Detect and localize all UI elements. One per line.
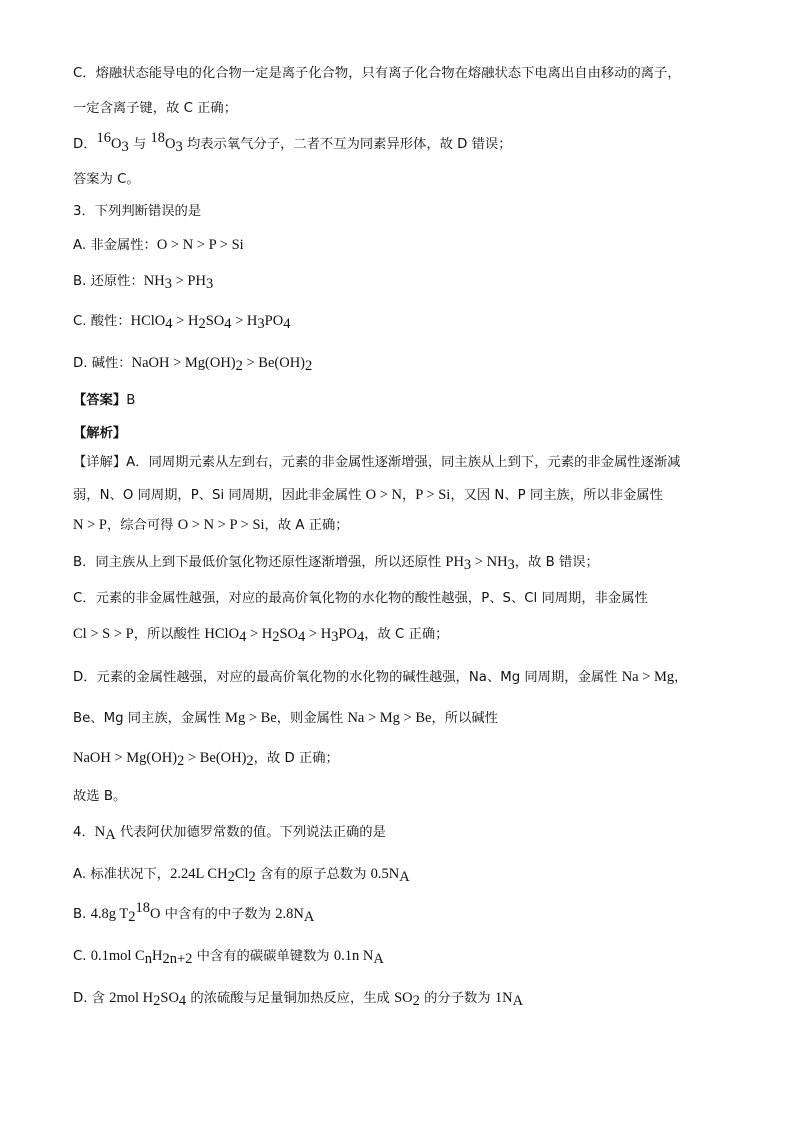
text-line <box>73 485 734 506</box>
text-span: 均表示氧气分子，二者不互为同素异形体，故 D 错误； <box>182 137 512 152</box>
subscript: 4 <box>224 316 232 332</box>
superscript: 18 <box>150 130 166 146</box>
subscript: 2 <box>227 869 235 885</box>
formula-text: Na > Mg > Be <box>347 710 432 726</box>
text-span: ，又因 N、P 同主族，所以非金属性 <box>450 488 663 503</box>
formula-text: Na > Mg <box>621 669 675 685</box>
option-line <box>73 271 734 292</box>
text-span: ，所以酸性 <box>133 627 205 642</box>
formula-text: O <box>165 136 176 152</box>
text-span: D. 碱性： <box>73 356 132 371</box>
text-line <box>73 453 734 473</box>
text-line <box>73 130 734 155</box>
text-span: ，综合可得 <box>106 518 178 533</box>
subscript: 3 <box>331 629 339 645</box>
text-span: Be、Mg 同主族，金属性 <box>73 711 226 726</box>
subscript: 2 <box>246 753 254 769</box>
formula-text: > H <box>305 626 332 642</box>
formula-text: N > P <box>73 517 107 533</box>
text-span: A. 非金属性： <box>73 238 157 253</box>
formula-text: NaOH > Mg(OH) <box>73 750 178 766</box>
subscript: 2 <box>248 869 256 885</box>
subscript: A <box>373 951 384 967</box>
subscript: 2 <box>412 993 420 1009</box>
subscript: 2 <box>235 358 243 374</box>
formula-text: H <box>151 948 163 964</box>
text-span: 答案为 C。 <box>73 172 140 187</box>
text-span: 中含有的碳碳单键数为 <box>192 949 334 964</box>
formula-text: O > N > P > Si <box>177 517 265 533</box>
option-line <box>73 988 734 1009</box>
subscript: 2 <box>177 753 185 769</box>
subscript: 3 <box>257 316 265 332</box>
text-span: ，所以碱性 <box>431 711 498 726</box>
subscript: A <box>512 993 524 1009</box>
formula-text: SO <box>279 626 299 642</box>
text-line <box>73 667 734 688</box>
subscript: 3 <box>463 557 472 573</box>
text-span: 弱，N、O 同周期，P、Si 同周期，因此非金属性 <box>73 488 366 503</box>
text-line <box>73 589 734 609</box>
option-line <box>73 946 734 967</box>
text-span: D. 含 <box>73 991 110 1006</box>
text-line <box>73 99 734 119</box>
formula-text: Mg > Be <box>225 710 277 726</box>
subscript: 4 <box>165 316 173 332</box>
text-span: ，则金属性 <box>276 711 348 726</box>
subscript: 2 <box>305 358 313 374</box>
subscript: 3 <box>121 139 129 155</box>
subscript: A <box>105 827 116 843</box>
subscript: 4 <box>356 629 365 645</box>
subscript: 4 <box>298 629 306 645</box>
formula-text: NaOH > Mg(OH) <box>131 355 236 371</box>
subscript: 2 <box>128 909 136 925</box>
subscript: 2 <box>272 629 280 645</box>
formula-text: O <box>149 906 161 922</box>
text-span: D．元素的金属性越强，对应的最高价氧化物的水化物的碱性越强，Na、Mg 同周期，金属性 <box>73 670 622 685</box>
text-line <box>73 552 734 573</box>
formula-text: > Be(OH) <box>242 355 306 371</box>
formula-text: O > N > P > Si <box>156 237 244 253</box>
formula-text: 0.1n N <box>333 948 374 964</box>
text-span: C. <box>73 949 91 964</box>
formula-text: SO <box>160 990 179 1006</box>
formula-text: 4.8g T <box>90 906 129 922</box>
text-span: ， <box>674 670 688 685</box>
formula-text: 0.5N <box>370 866 400 882</box>
subscript: 4 <box>239 629 247 645</box>
formula-text: Cl > S > P <box>73 626 134 642</box>
formula-text: 2.24L CH <box>170 866 228 882</box>
subscript: A <box>399 869 410 885</box>
formula-text: PH <box>445 554 464 570</box>
text-line <box>73 787 734 807</box>
formula-text: PO <box>338 626 357 642</box>
formula-text: PO <box>264 313 284 329</box>
question-title <box>73 822 734 843</box>
formula-text: > H <box>172 313 199 329</box>
subscript: 4 <box>283 316 291 332</box>
superscript: 16 <box>96 130 112 146</box>
subscript: 4 <box>178 993 187 1009</box>
formula-text: N <box>94 824 106 840</box>
analysis-heading <box>73 424 734 444</box>
formula-text: HClO <box>204 626 240 642</box>
formula-text: O <box>111 136 122 152</box>
text-span: 【解析】 <box>73 426 127 441</box>
formula-text: 1N <box>494 990 513 1006</box>
subscript: 3 <box>175 139 183 155</box>
subscript: 3 <box>164 276 172 292</box>
formula-text: P > Si <box>415 487 451 503</box>
text-span: 【详解】A．同周期元素从左到右，元素的非金属性逐渐增强，同主族从上到下，元素的非金属性逐渐减 <box>73 455 681 470</box>
formula-text: NH <box>143 273 165 289</box>
text-span: B．同主族从上到下最低价氢化物还原性逐渐增强，所以还原性 <box>73 555 446 570</box>
formula-text: SO <box>205 313 225 329</box>
formula-text: 2mol H <box>109 990 154 1006</box>
formula-text: > PH <box>171 273 206 289</box>
answer-line <box>73 391 734 411</box>
formula-text: SO <box>394 990 413 1006</box>
option-line <box>73 353 734 374</box>
text-span: 与 <box>128 137 151 152</box>
text-span: 含有的原子总数为 <box>255 867 371 882</box>
formula-text: Cl <box>234 866 249 882</box>
text-span: 3．下列判断错误的是 <box>73 204 202 219</box>
text-line <box>73 170 734 190</box>
option-line <box>73 311 734 332</box>
subscript: 2n+2 <box>162 951 193 967</box>
text-span: 故选 B。 <box>73 789 127 804</box>
text-span: 代表阿伏加德罗常数的值。下列说法正确的是 <box>115 825 386 840</box>
question-title <box>73 202 734 222</box>
text-line <box>73 64 734 84</box>
text-span: B. 还原性： <box>73 274 144 289</box>
text-line <box>73 515 734 536</box>
text-span: C．熔融状态能导电的化合物一定是离子化合物，只有离子化合物在熔融状态下电离出自由移动的离子， <box>73 66 681 81</box>
text-line <box>73 708 734 729</box>
text-span: A. 标准状况下， <box>73 867 171 882</box>
text-span: 4． <box>73 825 95 840</box>
formula-text: > Be(OH) <box>184 750 247 766</box>
option-line <box>73 900 734 925</box>
text-span: 的分子数为 <box>419 991 495 1006</box>
text-span: D． <box>73 137 97 152</box>
text-span: ，故 B 错误； <box>514 555 599 570</box>
text-span: ，故 A 正确； <box>264 518 349 533</box>
subscript: A <box>303 909 315 925</box>
text-span: ，故 C 正确； <box>364 627 449 642</box>
text-span: B <box>126 393 136 408</box>
subscript: 2 <box>198 316 206 332</box>
text-span: B. <box>73 907 91 922</box>
formula-text: > NH <box>471 554 508 570</box>
subscript: 2 <box>153 993 161 1009</box>
superscript: 18 <box>135 900 150 916</box>
text-span: C．元素的非金属性越强，对应的最高价氧化物的水化物的酸性越强，P、S、Cl 同周期，非金属性 <box>73 591 648 606</box>
text-span: 的浓硫酸与足量铜加热反应，生成 <box>186 991 395 1006</box>
subscript: n <box>144 951 152 967</box>
formula-text: > H <box>246 626 273 642</box>
formula-text: O > N <box>365 487 402 503</box>
formula-text: 2.8N <box>275 906 304 922</box>
formula-text: > H <box>231 313 258 329</box>
subscript: 3 <box>507 557 515 573</box>
option-line <box>73 235 734 256</box>
text-span: 一定含离子键，故 C 正确； <box>73 101 238 116</box>
subscript: 3 <box>205 276 214 292</box>
text-span: C. 酸性： <box>73 314 131 329</box>
text-line <box>73 748 734 769</box>
text-line <box>73 624 734 645</box>
text-span: 【答案】 <box>73 393 127 408</box>
option-line <box>73 864 734 885</box>
text-span: 中含有的中子数为 <box>160 907 276 922</box>
formula-text: 0.1mol C <box>90 948 145 964</box>
text-span: ，故 D 正确； <box>253 751 339 766</box>
text-span: ， <box>401 488 416 503</box>
formula-text: HClO <box>130 313 166 329</box>
